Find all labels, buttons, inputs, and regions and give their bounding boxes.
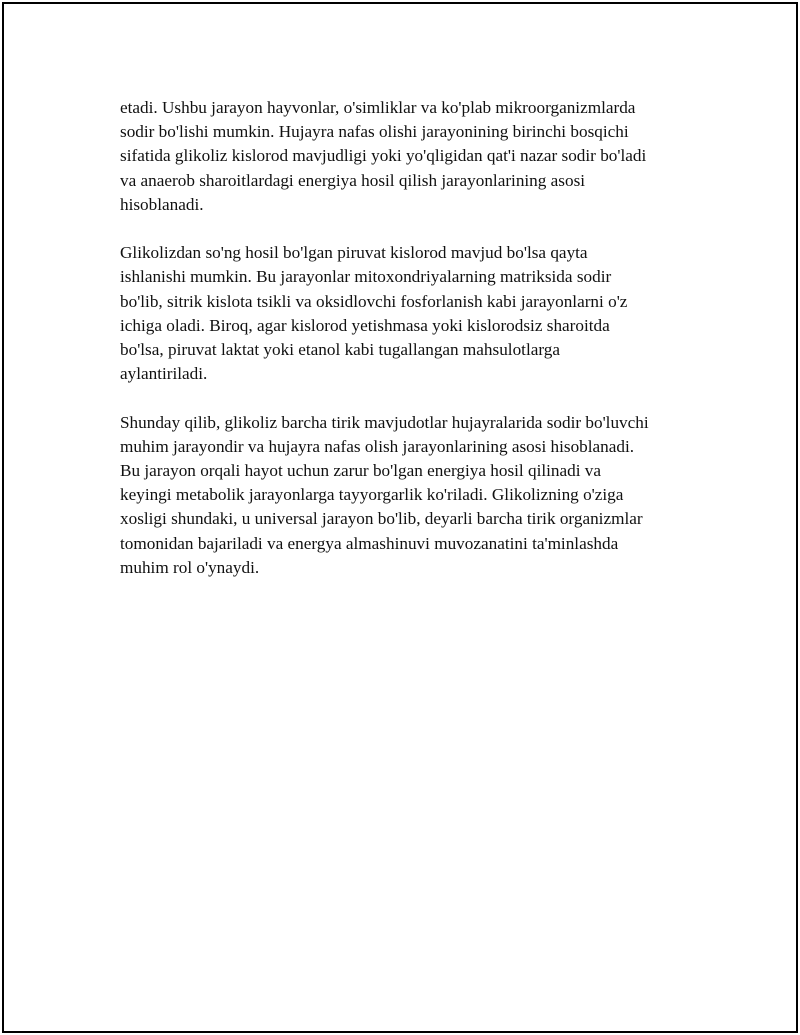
page-frame — [2, 2, 798, 1033]
paragraph-1: etadi. Ushbu jarayon hayvonlar, o'simliklar va ko'plab mikroorganizmlarda sodir bo'lishi mumkin. Hujayra nafas olishi jarayonining birinchi bosqichi sifatida glikoliz kislorod mavjudligi yoki yo'qligidan qat'i nazar sodir bo'ladi va anaerob sharoitlardagi energiya hosil qilish jarayonlarining asosi hisoblanadi. — [120, 98, 647, 214]
paragraph-3: Shunday qilib, glikoliz barcha tirik mavjudotlar hujayralarida sodir bo'luvchi muhim jarayondir va hujayra nafas olish jarayonlarining asosi hisoblanadi. Bu jarayon orqali hayot uchun zarur bo'lgan energiya hosil qilinadi va keyingi metabolik jarayonlarga tayyorgarlik ko'riladi. Glikolizning o'ziga xosligi shundaki, u universal jarayon bo'lib, deyarli barcha tirik organizmlar tomonidan bajariladi va energya almashinuvi muvozanatini ta'minlashda muhim rol o'ynaydi. — [120, 412, 649, 577]
paragraph-2: Glikolizdan so'ng hosil bo'lgan piruvat kislorod mavjud bo'lsa qayta ishlanishi mumkin. Bu jarayonlar mitoxondriyalarning matriksida sodir bo'lib, sitrik kislota tsikli va oksidlovchi fosforlanish kabi jarayonlarni o'z ichiga oladi. Biroq, agar kislorod yetishmasa yoki kislorodsiz sharoitda bo'lsa, piruvat laktat yoki etanol kabi tugallangan mahsulotlarga aylantiriladi. — [120, 243, 628, 384]
document-body — [120, 96, 700, 604]
